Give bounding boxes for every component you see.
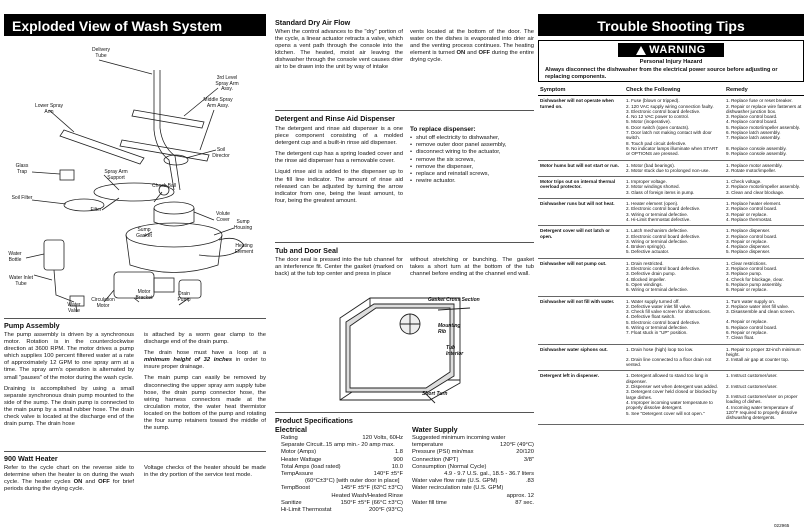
check-cell bbox=[624, 258, 724, 296]
trouble-table-header bbox=[538, 86, 804, 96]
spec-key: TempAssure bbox=[281, 471, 314, 478]
remedy-item: 2. Replace control board. bbox=[726, 266, 778, 272]
remedy-item: 8. Replace console assembly. bbox=[726, 145, 787, 151]
check-item: 2. Electronic control board defective. bbox=[626, 266, 701, 272]
check-item: 1. Improper voltage. bbox=[626, 179, 667, 185]
tub-label: Tub bbox=[446, 345, 456, 351]
label-lower-spray-arm: Lower Spray Arm bbox=[34, 103, 64, 115]
warning-label: WARNING bbox=[649, 44, 706, 56]
spec-key: Connection (NPT) bbox=[412, 456, 459, 463]
replace-step: • remove outer door panel assembly, bbox=[410, 142, 534, 149]
col-symptom: Symptom bbox=[538, 86, 624, 96]
spec-value bbox=[401, 478, 403, 485]
remedy-item: 3. Repair or replace. bbox=[726, 238, 768, 244]
spec-key: Suggested minimum incoming water bbox=[412, 435, 506, 441]
trouble-shooting-title bbox=[538, 14, 804, 36]
spec-key: Heater Wattage bbox=[281, 456, 322, 463]
check-item: 2. Electronic control board defective. bbox=[626, 206, 701, 212]
spec-row bbox=[412, 457, 534, 464]
remedy-item: 3. Instruct customer/user on proper loading of dishes. bbox=[726, 394, 798, 405]
pump-assembly-p4 bbox=[144, 350, 266, 371]
spec-row bbox=[281, 442, 403, 449]
trouble-row bbox=[538, 371, 804, 424]
label-water-inlet-tube: Water Inlet Tube bbox=[9, 275, 33, 287]
spec-key: Water recirculation rate (U.S. GPM) bbox=[412, 485, 504, 492]
spec-value: 120 Volts, 60Hz bbox=[362, 435, 403, 441]
detergent-p2: The detergent cup has a spring loaded cover and the rinse aid dispenser has a removable cover. bbox=[275, 151, 403, 165]
warning-box bbox=[538, 40, 804, 82]
dry-air-off: OFF bbox=[478, 50, 491, 57]
trouble-row bbox=[538, 258, 804, 296]
check-cell bbox=[624, 199, 724, 226]
heater-on: ON bbox=[73, 479, 83, 486]
spec-key: Motor (Amps) bbox=[281, 449, 317, 456]
dry-air-heading: Standard Dry Air Flow bbox=[275, 18, 351, 27]
trouble-row bbox=[538, 160, 804, 177]
remedy-item: 1. Instruct customer/user. bbox=[726, 373, 778, 379]
pump-assembly-p5: The main pump can easily be removed by disconnecting the upper spray arm supply tube hose, the drain pump connector hose, the wiring harness connectors made at the circulation motor, the water heat thermistor located on the bottom of the pump and rotating the four sump retainers toward the middle of the sump. bbox=[144, 375, 266, 432]
check-item: 5. Electronic control board defective. bbox=[626, 319, 701, 325]
check-item: 3. Defective drain pump. bbox=[626, 271, 676, 277]
spec-key: Water fill time bbox=[412, 499, 447, 506]
label-motor-bracket: Motor Bracket bbox=[135, 289, 153, 301]
water-supply-heading: Water Supply bbox=[412, 425, 458, 434]
check-item: 3. Electronic control board defective. bbox=[626, 108, 701, 114]
col-remedy: Remedy bbox=[724, 86, 804, 96]
spec-row bbox=[412, 478, 534, 485]
spec-row bbox=[281, 478, 403, 485]
check-item: 6. Door switch (open contacts). bbox=[626, 124, 690, 130]
remedy-cell bbox=[724, 177, 804, 199]
tub-door-p1: The door seal is pressed into the tub channel for an interference fit. Center the gasket (marked on back) at the tub top center and press in place bbox=[275, 257, 403, 278]
check-item: 4. Improper incoming water temperature to properly dissolve detergent. bbox=[626, 399, 713, 411]
spec-row bbox=[281, 485, 403, 492]
label-soil-director: Soil Director bbox=[212, 147, 230, 159]
specs-heading: Product Specifications bbox=[275, 416, 353, 425]
label-middle-spray-arm: Middle Spray Arm Assy. bbox=[203, 97, 233, 109]
label-3rd-level-spray-arm: 3rd Level Spray Arm Assy. bbox=[215, 75, 239, 93]
remedy-cell bbox=[724, 199, 804, 226]
remedy-item: 4. Replace control board. bbox=[726, 119, 778, 125]
check-cell bbox=[624, 371, 724, 424]
check-item: 2. Defective water inlet fill valve. bbox=[626, 303, 692, 309]
spec-row bbox=[412, 485, 534, 492]
disconnect-disclaimer: Always disconnect the dishwasher from the electrical power source before adjusting or replacing components. bbox=[545, 67, 778, 80]
check-cell bbox=[624, 296, 724, 344]
electrical-heading: Electrical bbox=[275, 425, 307, 434]
check-item: 1. Latch mechanism defective. bbox=[626, 228, 689, 234]
check-item: 3. Wiring or terminal defective. bbox=[626, 211, 689, 217]
label-water-valve: Water Valve bbox=[67, 302, 81, 314]
check-cell bbox=[624, 96, 724, 160]
remedy-cell bbox=[724, 160, 804, 177]
remedy-item: 5. Replace control board. bbox=[726, 324, 778, 330]
replace-step: • rewire actuator. bbox=[410, 178, 534, 185]
check-item: 7. Float stuck in "UP" position. bbox=[626, 330, 688, 336]
spec-row bbox=[281, 435, 403, 442]
spec-row bbox=[281, 493, 403, 500]
spec-key bbox=[412, 493, 505, 500]
check-cell bbox=[624, 344, 724, 371]
spec-value: 900 bbox=[393, 456, 403, 463]
label-spray-arm-support: Spray Arm Support bbox=[104, 169, 128, 181]
short-turn-label: Short Turn bbox=[422, 391, 448, 397]
spec-value: 4.9 - 9.7 U.S. gal., 18.5 - 36.7 liters bbox=[444, 471, 534, 478]
remedy-item: 9. Replace console assembly. bbox=[726, 150, 787, 156]
heater-p1-b: for brief periods during the drying cycle. bbox=[4, 479, 134, 493]
check-item: 7. Door latch not making contact with door switch. bbox=[626, 130, 712, 141]
gasket-cross-section-label: Gasket Cross Section bbox=[428, 297, 480, 303]
heater-p2: Voltage checks of the heater should be made in the dry portion of the service test mode. bbox=[144, 465, 266, 479]
remedy-item: 1. Clear restrictions. bbox=[726, 260, 767, 266]
trouble-table bbox=[538, 86, 804, 425]
spec-key bbox=[281, 493, 329, 500]
remedy-item: 5. Replace dispenser. bbox=[726, 249, 771, 255]
remedy-cell bbox=[724, 371, 804, 424]
pump-assembly-heading: Pump Assembly bbox=[4, 321, 60, 330]
water-specs bbox=[412, 435, 534, 507]
spec-value: 3/8" bbox=[523, 456, 534, 463]
replace-step: • disconnect wiring to the actuator, bbox=[410, 149, 534, 156]
remedy-item: 1. Repair to proper 32-inch minimum height. bbox=[726, 346, 801, 357]
spec-value: 87 sec. bbox=[515, 499, 534, 506]
check-item: 4. Broken spring(s). bbox=[626, 244, 667, 250]
spec-value: 200°F (93°C) bbox=[369, 507, 403, 514]
remedy-item: 2. Install air gap at counter top. bbox=[726, 357, 790, 363]
mounting-rib-label: Mounting Rib bbox=[438, 323, 461, 335]
pump-p4-min-height: minimum height of 32 inches bbox=[144, 357, 233, 364]
spec-value: 150°F ±5°F (66°C ±3°C) bbox=[340, 499, 403, 506]
tub-seal-drawing bbox=[330, 288, 530, 406]
label-circulation-motor: Circulation Motor bbox=[91, 297, 115, 309]
remedy-item: 4. Repair or replace. bbox=[726, 319, 768, 325]
symptom-cell: Dishwasher water siphons out. bbox=[538, 344, 624, 371]
spec-row bbox=[281, 507, 403, 514]
check-item: 5. Open windings. bbox=[626, 281, 663, 287]
replace-step: • shut off electricity to dishwasher, bbox=[410, 135, 534, 142]
symptom-cell: Motor trips out on internal thermal overload protector. bbox=[538, 177, 624, 199]
check-item: 2. Motor stuck due to prolonged non-use. bbox=[626, 167, 710, 173]
spec-key: Sanitize bbox=[281, 499, 302, 506]
spec-value: approx. 12 bbox=[506, 492, 534, 499]
spec-value bbox=[532, 485, 534, 492]
warning-triangle-icon bbox=[636, 46, 646, 55]
remedy-cell bbox=[724, 296, 804, 344]
spec-key: Pressure (PSI) min/max bbox=[412, 449, 474, 456]
heater-and: and bbox=[82, 479, 99, 486]
remedy-item: 4. Incoming water temperature of 120°F required to properly dissolve dishwashing detergents. bbox=[726, 404, 798, 421]
spec-value bbox=[532, 464, 534, 471]
check-item: 9. No indicator lamps illuminate when START or OPTIONS are pressed. bbox=[626, 145, 718, 157]
check-item: 2. Electronic control board defective. bbox=[626, 233, 701, 239]
replace-step: • remove the six screws, bbox=[410, 157, 534, 164]
remedy-item: 2. Replace motor/impeller assembly. bbox=[726, 184, 800, 190]
spec-key: TempBoost bbox=[281, 485, 310, 492]
remedy-item: 2. Replace water inlet fill valve. bbox=[726, 303, 790, 309]
check-item: 1. Motor (bad bearings). bbox=[626, 162, 676, 168]
check-item: 6. Wiring or terminal defective. bbox=[626, 287, 689, 293]
wash-system-diagram bbox=[4, 40, 266, 312]
symptom-cell: Detergent left in dispenser. bbox=[538, 371, 624, 424]
pump-assembly-p3: is attached by a worm gear clamp to the discharge end of the drain pump. bbox=[144, 332, 266, 346]
footer-code: 022965 bbox=[774, 523, 790, 528]
pump-assembly-col1 bbox=[4, 332, 134, 432]
symptom-cell: Dishwasher will not pump out. bbox=[538, 258, 624, 296]
check-item: 1. Fuse (blown or tripped). bbox=[626, 98, 680, 104]
remedy-item: 5. Replace pump assembly. bbox=[726, 281, 783, 287]
trouble-row bbox=[538, 199, 804, 226]
exploded-view-title-text: Exploded View of Wash System bbox=[12, 18, 223, 34]
detergent-p1: The detergent and rinse aid dispenser is a one piece component consisting of a molded detergent cup and a built-in rinse aid dispenser. bbox=[275, 126, 403, 147]
hazard-text: Personal Injury Hazard bbox=[639, 59, 703, 65]
label-volute-cover: Volute Cover bbox=[216, 211, 230, 223]
electrical-specs bbox=[281, 435, 403, 514]
replace-dispenser-steps bbox=[410, 135, 534, 185]
dry-air-and: and bbox=[465, 50, 479, 57]
pump-assembly-col2 bbox=[144, 332, 266, 436]
check-item: 8. Touch pad circuit defective. bbox=[626, 140, 687, 146]
spec-value bbox=[532, 435, 534, 442]
remedy-item: 5. Replace motor/impeller assembly. bbox=[726, 124, 800, 130]
spec-row bbox=[412, 493, 534, 500]
spec-value: 20/120 bbox=[516, 449, 534, 456]
spec-row bbox=[281, 449, 403, 456]
pump-assembly-p2: Draining is accomplished by using a small separate synchronous drain pump mounted to the side of the sump. The drain pump is connected to the main pump by a small rubber hose. The drain check valve is located at the discharge end of the drain pump. The drain hose bbox=[4, 385, 134, 428]
check-item: 6. Wiring or terminal defective. bbox=[626, 324, 689, 330]
remedy-item: 6. Repair or replace. bbox=[726, 329, 768, 335]
check-item: 4. No 12 VAC power to control. bbox=[626, 114, 689, 120]
remedy-cell bbox=[724, 96, 804, 160]
check-cell bbox=[624, 160, 724, 177]
spec-key: Rating bbox=[281, 435, 298, 441]
spec-row bbox=[412, 500, 534, 507]
remedy-cell bbox=[724, 258, 804, 296]
remedy-cell bbox=[724, 344, 804, 371]
spec-row bbox=[412, 435, 534, 442]
check-item: 3. Wiring or terminal defective. bbox=[626, 238, 689, 244]
spec-key: Hi-Limit Thermostat bbox=[281, 507, 332, 514]
check-item: 2. Drain line connected to a floor drain not vented. bbox=[626, 356, 712, 368]
symptom-cell: Motor hums but will not start or run. bbox=[538, 160, 624, 177]
pump-assembly-p1: The pump assembly is driven by a synchronous motor. Rotation is in the counterclockwise direction at 3600 RPM. The motor drives a pump which supplies 100 percent filtered water at a rate of approximately 12 GPM to one spray arm at a time. The spray arm's operation is alternated by small "pauses" of the motor during the wash cycle. bbox=[4, 332, 134, 381]
spec-row bbox=[281, 471, 403, 478]
label-water-bottle: Water Bottle bbox=[8, 251, 22, 263]
remedy-item: 1. Replace fuse or reset breaker. bbox=[726, 98, 793, 104]
check-item: 3. Check fill valve screen for obstructions. bbox=[626, 309, 711, 315]
spec-key bbox=[412, 471, 442, 478]
trouble-row bbox=[538, 96, 804, 160]
remedy-item: 2. Repair or replace wire fasteners at dishwasher junction box. bbox=[726, 103, 802, 114]
spec-row bbox=[281, 500, 403, 507]
spec-row bbox=[281, 464, 403, 471]
check-item: 5. Defective actuator. bbox=[626, 249, 670, 255]
spec-key: (60°C±3°C) [with outer door in place] bbox=[305, 478, 400, 485]
remedy-item: 3. Clean and clear blockage. bbox=[726, 189, 785, 195]
symptom-cell: Dishwasher will not operate when turned on. bbox=[538, 96, 624, 160]
remedy-item: 4. Replace dispenser. bbox=[726, 244, 771, 250]
trouble-row bbox=[538, 296, 804, 344]
replace-dispenser-heading: To replace dispenser: bbox=[410, 126, 476, 133]
spec-value bbox=[401, 442, 403, 449]
remedy-item: 3. Repair or replace. bbox=[726, 211, 768, 217]
spec-value: 1.8 bbox=[394, 449, 403, 456]
spec-key: Total Amps (load rated) bbox=[281, 463, 341, 470]
remedy-item: 4. Check for blockage, clear. bbox=[726, 276, 784, 282]
check-cell bbox=[624, 177, 724, 199]
spec-value: 10.0 bbox=[391, 463, 403, 470]
remedy-item: 1. Check voltage. bbox=[726, 179, 762, 185]
dry-air-p1: When the control advances to the "dry" portion of the cycle, a linear actuator retracts a valve, which opens a vent path through the console into the kitchen. The heated, moist air leaving the dishwasher through the console vent causes drier air to be drawn into the unit by way of intake bbox=[275, 29, 403, 71]
remedy-item: 4. Replace thermostat. bbox=[726, 216, 773, 222]
label-delivery-tube: Delivery Tube bbox=[91, 47, 111, 59]
spec-key: Consumption (Normal Cycle) bbox=[412, 463, 487, 470]
check-item: 2. Motor windings shorted. bbox=[626, 184, 680, 190]
spec-key: temperature bbox=[412, 442, 444, 449]
label-check-ball: Check Ball bbox=[152, 183, 176, 189]
spec-row bbox=[412, 449, 534, 456]
trouble-row bbox=[538, 344, 804, 371]
heater-p1-a: Refer to the cycle chart on the reverse side to determine when the heater is on during the wash cycle. The heater cycles bbox=[4, 465, 134, 486]
label-sump-gasket: Sump Gasket bbox=[136, 227, 152, 239]
remedy-item: 6. Replace latch assembly. bbox=[726, 130, 781, 136]
check-item: 3. Glass of foreign items in pump. bbox=[626, 189, 695, 195]
replace-step: • remove the dispenser, bbox=[410, 164, 534, 171]
label-heating-element: Heating Element bbox=[234, 243, 254, 255]
remedy-item: 2. Replace control board. bbox=[726, 233, 778, 239]
check-item: 1. Drain restricted. bbox=[626, 260, 664, 266]
label-drain-pump: Drain Pump bbox=[177, 291, 191, 303]
trouble-row bbox=[538, 177, 804, 199]
tub-door-heading: Tub and Door Seal bbox=[275, 246, 338, 255]
heater-off: OFF bbox=[98, 479, 110, 486]
spec-value: 145°F ±5°F (63°C ±3°C) bbox=[340, 485, 403, 492]
spec-row bbox=[412, 442, 534, 449]
spec-key: Separate Circuit..15 amp min.- 20 amp max. bbox=[281, 442, 395, 449]
label-filter: Filter bbox=[90, 207, 102, 213]
check-item: 2. 120 VAC supply wiring connection faulty. bbox=[626, 103, 714, 109]
dry-air-on: ON bbox=[456, 50, 466, 57]
remedy-item: 3. Replace pump. bbox=[726, 271, 763, 277]
remedy-item: 6. Repair or replace. bbox=[726, 287, 768, 293]
symptom-cell: Dishwasher will not fill with water. bbox=[538, 296, 624, 344]
trouble-row bbox=[538, 226, 804, 258]
dry-air-p2-a: vents located at the bottom of the door. The water on the dishes is evaporated into drier air and the venting process continues. The heating element is turned bbox=[410, 29, 534, 57]
detergent-heading: Detergent and Rinse Aid Dispenser bbox=[275, 114, 395, 123]
remedy-item: 1. Replace heater element. bbox=[726, 201, 782, 207]
check-item: 5. Motor (inoperative). bbox=[626, 119, 671, 125]
check-item: 1. Detergent allowed to stand too long in dispenser. bbox=[626, 373, 709, 384]
col-check: Check the Following bbox=[624, 86, 724, 96]
spec-row bbox=[412, 471, 534, 478]
trouble-shooting-table bbox=[538, 86, 804, 425]
warning-bar bbox=[618, 43, 724, 57]
check-item: 5. See "Detergent cover will not open." bbox=[626, 410, 705, 416]
interior-label: Interior bbox=[446, 351, 464, 357]
heater-p1 bbox=[4, 465, 134, 493]
detergent-p3: Liquid rinse aid is added to the dispenser up to the fill line indicator. The amount of rinse aid released can be adjusted by turning the arrow indicator from one, being the least amount, to four, being the greatest amount. bbox=[275, 169, 403, 204]
replace-step: • replace and reinstall screws, bbox=[410, 171, 534, 178]
check-cell bbox=[624, 226, 724, 258]
dry-air-p2 bbox=[410, 29, 534, 64]
remedy-cell bbox=[724, 226, 804, 258]
remedy-item: 3. Disassemble and clean screen. bbox=[726, 309, 795, 315]
detergent-text bbox=[275, 126, 403, 209]
remedy-item: 1. Replace motor assembly. bbox=[726, 162, 783, 168]
spec-value: 140°F ±5°F bbox=[373, 471, 403, 478]
replace-dispenser-block bbox=[410, 126, 534, 185]
symptom-cell: Detergent cover will not latch or open. bbox=[538, 226, 624, 258]
pump-p4-a: The drain hose must have a loop at a bbox=[144, 350, 266, 357]
tub-seal-diagram bbox=[330, 288, 530, 406]
dry-air-p2-b: during the entire drying cycle. bbox=[410, 50, 534, 64]
label-sump-housing: Sump Housing bbox=[233, 219, 253, 231]
label-soil-filter: Soil Filter bbox=[11, 195, 33, 201]
spec-value: Heated Wash/Heated Rinse bbox=[331, 492, 403, 499]
remedy-item: 1. Turn water supply on. bbox=[726, 298, 776, 304]
remedy-item: 2. Rotate motor/impeller. bbox=[726, 167, 777, 173]
remedy-item: 1. Replace dispenser. bbox=[726, 228, 771, 234]
check-item: 4. Blocked impeller. bbox=[626, 276, 666, 282]
remedy-item: 2. Replace control board. bbox=[726, 206, 778, 212]
check-item: 1. Heater element (open). bbox=[626, 201, 679, 207]
check-item: 4. Hi-Limit thermostat defective. bbox=[626, 216, 691, 222]
trouble-shooting-title-text: Trouble Shooting Tips bbox=[597, 18, 745, 34]
check-item: 2. Dispenser wet when detergent was added. bbox=[626, 384, 718, 390]
remedy-item: 3. Replace control board. bbox=[726, 114, 778, 120]
exploded-view-title bbox=[4, 14, 266, 36]
spec-value: 120°F (49°C) bbox=[500, 442, 534, 449]
spec-key: Water valve flow rate (U.S. GPM) bbox=[412, 478, 498, 485]
pump-p4-c: in order to insure proper drainage. bbox=[144, 357, 266, 371]
tub-door-p2: without stretching or bunching. The gasket takes a short turn at the bottom of the tub channel before ending at the channel end wall. bbox=[410, 257, 534, 278]
remedy-item: 2. Instruct customer/user. bbox=[726, 383, 778, 389]
check-item: 1. Water supply turned off. bbox=[626, 298, 680, 304]
spec-row bbox=[412, 464, 534, 471]
check-item: 4. Defective float switch. bbox=[626, 314, 676, 320]
check-item: 3. Detergent cover held closed or blocked by large dishes. bbox=[626, 389, 717, 400]
heater-heading: 900 Watt Heater bbox=[4, 454, 58, 463]
spec-value: .83 bbox=[525, 478, 534, 485]
check-item: 1. Drain hose (high) loop too low. bbox=[626, 346, 694, 352]
symptom-cell: Dishwasher runs but will not heat. bbox=[538, 199, 624, 226]
label-glass-trap: Glass Trap bbox=[15, 163, 29, 175]
remedy-item: 7. Replace latch assembly. bbox=[726, 135, 781, 141]
spec-row bbox=[281, 457, 403, 464]
remedy-item: 7. Clean float. bbox=[726, 335, 755, 341]
